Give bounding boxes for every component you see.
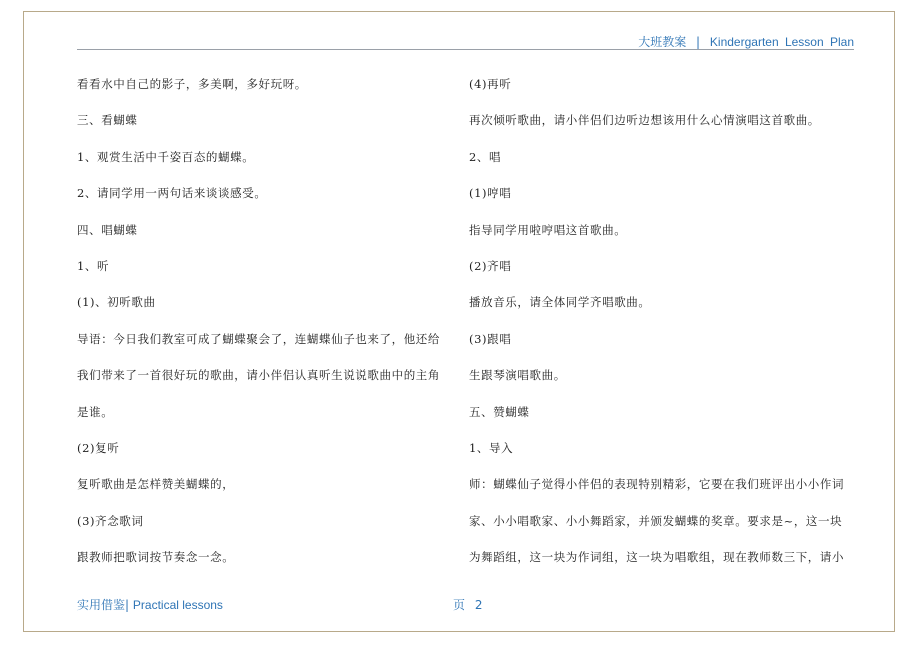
text-line: 跟教师把歌词按节奏念一念。 <box>77 550 235 565</box>
footer-separator: | <box>125 598 130 612</box>
text-line: (3)跟唱 <box>469 331 512 346</box>
text-line: 1、听 <box>77 258 110 273</box>
text-line: 再次倾听歌曲，请小伴侣们边听边想该用什么心情演唱这首歌曲。 <box>469 113 820 128</box>
text-line: 复听歌曲是怎样赞美蝴蝶的， <box>77 477 235 492</box>
text-line: (1)哼唱 <box>469 186 512 201</box>
text-line: 指导同学用啦哼唱这首歌曲。 <box>469 222 627 237</box>
text-line: 2、请同学用一两句话来谈谈感受。 <box>77 186 267 201</box>
page-number-value: 2 <box>474 598 483 612</box>
text-line: 五、赞蝴蝶 <box>469 404 530 419</box>
text-line: (1)、初听歌曲 <box>77 295 156 310</box>
text-line: 我们带来了一首很好玩的歌曲，请小伴侣认真听生说说歌曲中的主角 <box>77 368 440 383</box>
text-line: (2)齐唱 <box>469 258 512 273</box>
page-number <box>453 596 482 613</box>
text-line: (4)再听 <box>469 77 512 91</box>
text-line: 生跟琴演唱歌曲。 <box>469 368 566 383</box>
text-line: 播放音乐，请全体同学齐唱歌曲。 <box>469 295 651 310</box>
page-header <box>638 33 854 50</box>
text-line: 看看水中自己的影子，多美啊，多好玩呀。 <box>77 77 307 91</box>
text-line: (2)复听 <box>77 440 120 455</box>
text-line: 为舞蹈组，这一块为作词组，这一块为唱歌组，现在教师数三下，请小 <box>469 550 845 565</box>
text-line: 导语：今日我们教室可成了蝴蝶聚会了，连蝴蝶仙子也来了，他还给 <box>77 331 440 346</box>
header-rule <box>77 49 854 50</box>
text-line: 1、导入 <box>469 440 514 455</box>
header-title-en: Kindergarten Lesson Plan <box>709 35 854 49</box>
text-line: (3)齐念歌词 <box>77 513 144 528</box>
text-line: 1、观赏生活中千姿百态的蝴蝶。 <box>77 149 255 164</box>
footer-title-cn: 实用借鉴 <box>77 598 126 612</box>
text-line: 2、唱 <box>469 149 502 164</box>
page-footer <box>77 596 223 613</box>
header-separator: | <box>696 35 701 49</box>
page-label: 页 <box>453 598 466 612</box>
text-line: 是谁。 <box>77 404 114 419</box>
text-line: 师：蝴蝶仙子觉得小伴侣的表现特别精彩，它要在我们班评出小小作词 <box>469 477 845 492</box>
text-line: 家、小小唱歌家、小小舞蹈家，并颁发蝴蝶的奖章。要求是~，这一块 <box>469 513 843 528</box>
right-column <box>469 73 859 582</box>
footer-title-en: Practical lessons <box>132 598 223 612</box>
left-column <box>77 73 452 582</box>
text-line: 三、看蝴蝶 <box>77 113 138 128</box>
text-line: 四、唱蝴蝶 <box>77 222 138 237</box>
header-title-cn: 大班教案 <box>638 35 687 49</box>
